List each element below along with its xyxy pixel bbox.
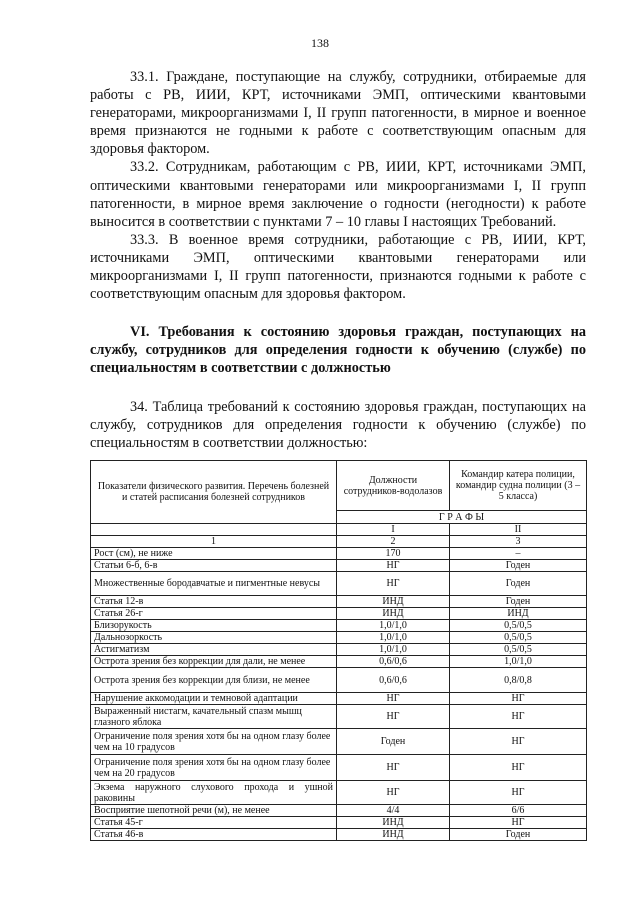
row-label: Ограничение поля зрения хотя бы на одном глазу более чем на 10 градусов <box>91 729 337 755</box>
row-value-commander: НГ <box>450 817 587 829</box>
row-value-commander: НГ <box>450 693 587 705</box>
row-label: Статья 45-г <box>91 817 337 829</box>
col-number-2: 2 <box>337 536 450 548</box>
row-label: Рост (см), не ниже <box>91 548 337 560</box>
row-value-commander: 0,5/0,5 <box>450 620 587 632</box>
requirements-table <box>90 460 587 841</box>
col-number-3: 3 <box>450 536 587 548</box>
table-row <box>91 668 587 693</box>
row-value-divers: 4/4 <box>337 805 450 817</box>
row-value-commander: НГ <box>450 729 587 755</box>
row-value-commander: 0,5/0,5 <box>450 644 587 656</box>
row-value-divers: НГ <box>337 693 450 705</box>
table-row <box>91 560 587 572</box>
row-value-commander: 0,5/0,5 <box>450 632 587 644</box>
row-value-commander: Годен <box>450 572 587 596</box>
row-value-divers: ИНД <box>337 596 450 608</box>
row-value-commander: – <box>450 548 587 560</box>
body-text <box>90 68 586 303</box>
paragraph-34: 34. Таблица требований к состоянию здоровья граждан, поступающих на службу, сотрудников для определения годности к обучению (службе) по специальностям в соответствии должностью: <box>90 399 586 452</box>
table-row <box>91 632 587 644</box>
table-row <box>91 596 587 608</box>
row-value-commander: НГ <box>450 755 587 781</box>
row-value-commander: 6/6 <box>450 805 587 817</box>
paragraph-33-2: 33.2. Сотрудникам, работающим с РВ, ИИИ, КРТ, источниками ЭМП, оптическими квантовыми генераторами или микроорганизмами I, II групп патогенности, в мирное время заключение о годности (негодности) к работе выносится в соответствии с пунктами 7 – 10 главы I настоящих Требований. <box>90 159 586 230</box>
row-value-commander: 1,0/1,0 <box>450 656 587 668</box>
section-heading: VI. Требования к состоянию здоровья граждан, поступающих на службу, сотрудников для определения годности к обучению (службе) по специальностям в соответствии с должностью <box>90 324 586 377</box>
row-label: Ограничение поля зрения хотя бы на одном глазу более чем на 20 градусов <box>91 755 337 781</box>
numbering-row <box>91 536 587 548</box>
row-label: Статья 12-в <box>91 596 337 608</box>
row-label: Статья 46-в <box>91 829 337 841</box>
row-label: Близорукость <box>91 620 337 632</box>
row-value-divers: НГ <box>337 560 450 572</box>
row-label: Множественные бородавчатые и пигментные невусы <box>91 572 337 596</box>
row-value-divers: НГ <box>337 781 450 805</box>
row-value-divers: 0,6/0,6 <box>337 668 450 693</box>
row-label: Выраженный нистагм, качательный спазм мышц глазного яблока <box>91 705 337 729</box>
table-row <box>91 644 587 656</box>
table-row <box>91 572 587 596</box>
graf-roman-1: I <box>337 524 450 536</box>
row-value-divers: Годен <box>337 729 450 755</box>
row-label: Экзема наружного слухового прохода и ушной раковины <box>91 781 337 805</box>
table-row <box>91 548 587 560</box>
row-value-divers: ИНД <box>337 608 450 620</box>
row-value-divers: 1,0/1,0 <box>337 632 450 644</box>
row-value-divers: ИНД <box>337 817 450 829</box>
table-row <box>91 781 587 805</box>
grafy-label: Г Р А Ф Ы <box>337 511 587 524</box>
row-value-divers: НГ <box>337 572 450 596</box>
row-label: Астигматизм <box>91 644 337 656</box>
header-divers: Должности сотрудников-водолазов <box>337 461 450 511</box>
table-row <box>91 755 587 781</box>
roman-row <box>91 524 587 536</box>
row-label: Дальнозоркость <box>91 632 337 644</box>
row-value-commander: Годен <box>450 829 587 841</box>
row-value-divers: НГ <box>337 755 450 781</box>
row-value-divers: 1,0/1,0 <box>337 644 450 656</box>
row-value-divers: 0,6/0,6 <box>337 656 450 668</box>
header-commander: Командир катера полиции, командир судна полиции (3 – 5 класса) <box>450 461 587 511</box>
row-label: Острота зрения без коррекции для близи, не менее <box>91 668 337 693</box>
page-number: 138 <box>311 36 329 50</box>
table-row <box>91 829 587 841</box>
row-value-commander: НГ <box>450 705 587 729</box>
col-number-1: 1 <box>91 536 337 548</box>
row-value-divers: 170 <box>337 548 450 560</box>
graf-roman-2: II <box>450 524 587 536</box>
table-row <box>91 656 587 668</box>
row-label: Статья 26-г <box>91 608 337 620</box>
row-label: Острота зрения без коррекции для дали, не менее <box>91 656 337 668</box>
row-label: Статьи 6-б, 6-в <box>91 560 337 572</box>
table-row <box>91 693 587 705</box>
table-header-row <box>91 461 587 511</box>
paragraph-33-3: 33.3. В военное время сотрудники, работающие с РВ, ИИИ, КРТ, источниками ЭМП, оптическими квантовыми генераторами или микроорганизмами I, II групп патогенности, признаются годными к работе с соответствующим опасным для здоровья фактором. <box>90 231 586 303</box>
row-value-commander: НГ <box>450 781 587 805</box>
table-row <box>91 608 587 620</box>
table-row <box>91 705 587 729</box>
paragraph-33-1: 33.1. Граждане, поступающие на службу, сотрудники, отбираемые для работы с РВ, ИИИ, КРТ, источниками ЭМП, оптическими квантовыми генераторами, микроорганизмами I, II групп патогенности, в мирное и военное время признаются не годными к работе с соответствующим опасным для здоровья фактором. <box>90 69 586 158</box>
row-value-commander: ИНД <box>450 608 587 620</box>
table-row <box>91 620 587 632</box>
table-row <box>91 805 587 817</box>
row-label: Нарушение аккомодации и темновой адаптации <box>91 693 337 705</box>
row-label: Восприятие шепотной речи (м), не менее <box>91 805 337 817</box>
row-value-divers: 1,0/1,0 <box>337 620 450 632</box>
table-row <box>91 729 587 755</box>
row-value-divers: НГ <box>337 705 450 729</box>
paragraph-34-block <box>90 398 586 452</box>
row-value-commander: 0,8/0,8 <box>450 668 587 693</box>
roman-empty <box>91 524 337 536</box>
row-value-commander: Годен <box>450 560 587 572</box>
row-value-divers: ИНД <box>337 829 450 841</box>
header-indicators: Показатели физического развития. Перечень болезней и статей расписания болезней сотрудников <box>91 461 337 524</box>
row-value-commander: Годен <box>450 596 587 608</box>
table-row <box>91 817 587 829</box>
